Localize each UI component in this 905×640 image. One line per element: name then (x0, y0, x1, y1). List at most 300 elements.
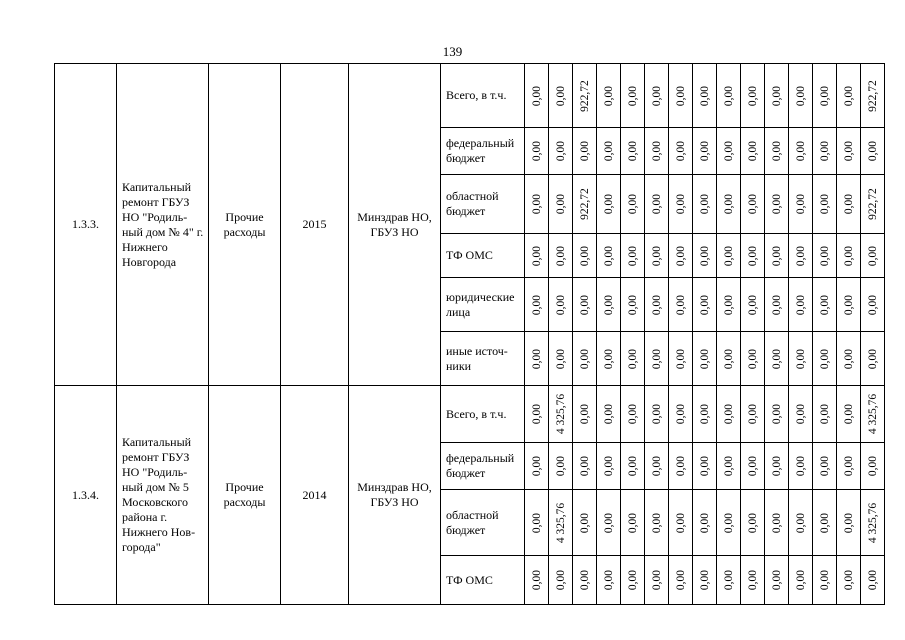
value-cell (621, 490, 645, 556)
value-cell (789, 443, 813, 490)
value-text: 0,00 (722, 348, 735, 369)
value-cell (525, 234, 549, 278)
value-text: 0,00 (866, 569, 879, 591)
value-text: 0,00 (794, 140, 807, 162)
value-text: 0,00 (602, 193, 615, 215)
item-year: 2015 (281, 64, 349, 386)
value-text: 0,00 (674, 140, 687, 162)
item-number: 1.3.4. (55, 386, 117, 605)
value-cell (837, 175, 861, 234)
value-text: 0,00 (626, 245, 639, 266)
value-text: 0,00 (554, 455, 567, 477)
value-cell (597, 386, 621, 443)
value-text: 0,00 (818, 193, 831, 215)
value-text: 0,00 (770, 569, 783, 591)
value-cell (549, 234, 573, 278)
value-cell (765, 490, 789, 556)
value-cell (669, 443, 693, 490)
value-text: 0,00 (698, 512, 711, 533)
value-text: 0,00 (530, 569, 543, 591)
value-cell (645, 332, 669, 386)
value-cell (573, 332, 597, 386)
value-text: 0,00 (578, 512, 591, 533)
value-text: 0,00 (578, 348, 591, 369)
value-cell (765, 332, 789, 386)
value-cell (741, 175, 765, 234)
value-cell (717, 386, 741, 443)
value-cell (645, 443, 669, 490)
value-text: 0,00 (722, 85, 735, 106)
value-cell (861, 175, 885, 234)
value-cell (837, 128, 861, 175)
value-text: 0,00 (626, 569, 639, 591)
value-text: 0,00 (746, 245, 759, 266)
value-text: 0,00 (626, 455, 639, 477)
value-text: 0,00 (722, 294, 735, 315)
value-text: 0,00 (530, 193, 543, 215)
value-cell (789, 175, 813, 234)
value-text: 0,00 (530, 512, 543, 533)
value-cell (765, 386, 789, 443)
value-cell (573, 128, 597, 175)
value-text: 0,00 (578, 455, 591, 477)
value-cell (525, 278, 549, 332)
value-cell (837, 278, 861, 332)
value-text: 0,00 (602, 294, 615, 315)
value-cell (669, 278, 693, 332)
value-text: 0,00 (746, 348, 759, 369)
value-cell (813, 234, 837, 278)
value-cell (597, 64, 621, 128)
value-cell (669, 175, 693, 234)
value-cell (813, 556, 837, 605)
value-text: 0,00 (818, 245, 831, 266)
value-text: 0,00 (746, 85, 759, 106)
value-text: 0,00 (530, 245, 543, 266)
value-text: 0,00 (578, 569, 591, 591)
value-text: 0,00 (602, 245, 615, 266)
value-cell (645, 234, 669, 278)
value-cell (861, 443, 885, 490)
value-cell (693, 556, 717, 605)
value-cell (573, 386, 597, 443)
value-cell (669, 556, 693, 605)
value-text: 0,00 (842, 85, 855, 106)
value-text: 0,00 (698, 455, 711, 477)
value-text: 0,00 (530, 85, 543, 106)
value-cell (741, 234, 765, 278)
value-cell (621, 234, 645, 278)
value-text: 922,72 (866, 188, 879, 220)
value-cell (621, 128, 645, 175)
value-cell (525, 556, 549, 605)
item-executor: Минздрав НО, ГБУЗ НО (349, 64, 441, 386)
value-text: 0,00 (578, 294, 591, 315)
value-text: 0,00 (698, 348, 711, 369)
value-text: 0,00 (794, 455, 807, 477)
value-text: 0,00 (818, 455, 831, 477)
value-text: 0,00 (698, 569, 711, 591)
item-name: Капитальный ремонт ГБУЗ НО "Родиль-ный дом № 4" г. Нижнего Новгорода (117, 64, 209, 386)
value-cell (693, 332, 717, 386)
value-text: 0,00 (554, 348, 567, 369)
value-text: 0,00 (770, 245, 783, 266)
funding-source-label: Всего, в т.ч. (441, 386, 525, 443)
item-year: 2014 (281, 386, 349, 605)
value-cell (765, 278, 789, 332)
value-text: 0,00 (602, 348, 615, 369)
value-text: 0,00 (698, 140, 711, 162)
value-cell (573, 175, 597, 234)
value-text: 0,00 (554, 193, 567, 215)
value-text: 4 325,76 (554, 502, 567, 543)
value-cell (789, 386, 813, 443)
value-cell (741, 64, 765, 128)
value-cell (573, 234, 597, 278)
value-cell (621, 64, 645, 128)
value-cell (645, 490, 669, 556)
value-cell (621, 386, 645, 443)
value-text: 0,00 (674, 512, 687, 533)
value-cell (741, 443, 765, 490)
value-cell (717, 175, 741, 234)
value-cell (621, 443, 645, 490)
value-cell (693, 386, 717, 443)
item-number: 1.3.3. (55, 64, 117, 386)
value-text: 0,00 (626, 193, 639, 215)
funding-source-label: областной бюджет (441, 175, 525, 234)
value-cell (549, 443, 573, 490)
value-text: 0,00 (842, 455, 855, 477)
value-text: 0,00 (770, 294, 783, 315)
value-text: 0,00 (674, 245, 687, 266)
value-text: 0,00 (866, 455, 879, 477)
value-cell (549, 490, 573, 556)
value-text: 0,00 (842, 569, 855, 591)
value-text: 0,00 (770, 193, 783, 215)
value-cell (549, 386, 573, 443)
funding-source-label: федеральный бюджет (441, 443, 525, 490)
value-text: 0,00 (818, 85, 831, 106)
value-text: 0,00 (698, 403, 711, 425)
value-cell (525, 332, 549, 386)
value-text: 0,00 (770, 512, 783, 533)
value-cell (717, 64, 741, 128)
value-cell (621, 278, 645, 332)
value-text: 0,00 (842, 193, 855, 215)
value-text: 0,00 (578, 140, 591, 162)
value-cell (717, 443, 741, 490)
value-cell (621, 556, 645, 605)
value-text: 0,00 (602, 403, 615, 425)
value-cell (597, 175, 621, 234)
funding-source-label: юридические лица (441, 278, 525, 332)
value-text: 4 325,76 (554, 393, 567, 435)
value-cell (549, 278, 573, 332)
value-cell (669, 64, 693, 128)
value-text: 0,00 (746, 193, 759, 215)
value-text: 0,00 (818, 294, 831, 315)
value-cell (669, 490, 693, 556)
value-cell (837, 490, 861, 556)
value-text: 0,00 (650, 193, 663, 215)
value-text: 0,00 (770, 348, 783, 369)
value-cell (837, 234, 861, 278)
value-cell (573, 278, 597, 332)
value-cell (597, 278, 621, 332)
value-text: 0,00 (554, 140, 567, 162)
value-cell (717, 556, 741, 605)
value-text: 0,00 (554, 85, 567, 106)
value-text: 0,00 (674, 569, 687, 591)
value-cell (837, 64, 861, 128)
table-row (55, 64, 885, 128)
value-cell (597, 234, 621, 278)
value-text: 0,00 (842, 294, 855, 315)
value-cell (765, 128, 789, 175)
value-text: 0,00 (530, 294, 543, 315)
value-cell (765, 175, 789, 234)
value-cell (813, 490, 837, 556)
item-name: Капитальный ремонт ГБУЗ НО "Родиль-ный дом № 5 Московского района г. Нижнего Нов-города" (117, 386, 209, 605)
value-cell (861, 556, 885, 605)
value-cell (789, 64, 813, 128)
value-cell (549, 175, 573, 234)
value-text: 0,00 (626, 294, 639, 315)
value-text: 0,00 (722, 245, 735, 266)
value-text: 0,00 (602, 569, 615, 591)
value-cell (693, 234, 717, 278)
expense-type: Прочие расходы (209, 386, 281, 605)
value-cell (861, 278, 885, 332)
value-cell (525, 443, 549, 490)
value-text: 0,00 (746, 512, 759, 533)
value-cell (621, 332, 645, 386)
value-text: 0,00 (626, 140, 639, 162)
funding-source-label: иные источ-ники (441, 332, 525, 386)
value-cell (741, 332, 765, 386)
value-text: 0,00 (530, 140, 543, 162)
value-text: 0,00 (674, 85, 687, 106)
value-cell (765, 64, 789, 128)
value-cell (861, 490, 885, 556)
value-text: 0,00 (818, 403, 831, 425)
value-cell (621, 175, 645, 234)
value-cell (813, 443, 837, 490)
funding-source-label: Всего, в т.ч. (441, 64, 525, 128)
value-cell (645, 128, 669, 175)
value-cell (645, 64, 669, 128)
value-cell (573, 64, 597, 128)
budget-table (54, 63, 885, 605)
value-cell (789, 128, 813, 175)
value-text: 0,00 (794, 569, 807, 591)
value-text: 0,00 (746, 403, 759, 425)
value-cell (525, 64, 549, 128)
value-cell (717, 332, 741, 386)
value-text: 0,00 (794, 512, 807, 533)
value-text: 0,00 (602, 85, 615, 106)
value-cell (741, 556, 765, 605)
value-cell (573, 490, 597, 556)
value-text: 0,00 (794, 245, 807, 266)
value-cell (837, 386, 861, 443)
value-text: 0,00 (530, 455, 543, 477)
value-cell (669, 234, 693, 278)
value-text: 0,00 (746, 294, 759, 315)
value-text: 0,00 (698, 193, 711, 215)
value-cell (837, 443, 861, 490)
value-cell (861, 386, 885, 443)
value-text: 0,00 (674, 403, 687, 425)
value-cell (861, 234, 885, 278)
value-text: 0,00 (842, 245, 855, 266)
value-text: 0,00 (650, 455, 663, 477)
table-row (55, 386, 885, 443)
value-cell (669, 332, 693, 386)
value-text: 0,00 (722, 403, 735, 425)
value-text: 0,00 (794, 403, 807, 425)
value-cell (645, 556, 669, 605)
value-cell (597, 128, 621, 175)
value-cell (549, 556, 573, 605)
value-cell (525, 386, 549, 443)
funding-source-label: федеральный бюджет (441, 128, 525, 175)
value-text: 0,00 (746, 140, 759, 162)
value-text: 0,00 (578, 245, 591, 266)
value-cell (813, 128, 837, 175)
value-text: 0,00 (818, 569, 831, 591)
value-text: 0,00 (722, 569, 735, 591)
value-text: 0,00 (818, 348, 831, 369)
value-cell (813, 64, 837, 128)
value-cell (549, 64, 573, 128)
value-cell (573, 556, 597, 605)
value-text: 0,00 (746, 455, 759, 477)
value-text: 0,00 (866, 140, 879, 162)
value-text: 0,00 (650, 85, 663, 106)
value-text: 922,72 (866, 79, 879, 112)
value-cell (717, 278, 741, 332)
value-cell (741, 278, 765, 332)
value-cell (741, 490, 765, 556)
value-text: 0,00 (650, 294, 663, 315)
value-text: 0,00 (818, 140, 831, 162)
value-text: 0,00 (650, 245, 663, 266)
value-cell (693, 175, 717, 234)
expense-type: Прочие расходы (209, 64, 281, 386)
value-cell (525, 175, 549, 234)
value-cell (789, 234, 813, 278)
value-text: 0,00 (770, 140, 783, 162)
value-cell (573, 443, 597, 490)
value-text: 0,00 (650, 348, 663, 369)
value-text: 0,00 (626, 403, 639, 425)
value-cell (693, 443, 717, 490)
value-cell (741, 128, 765, 175)
value-text: 0,00 (866, 245, 879, 266)
value-text: 0,00 (650, 140, 663, 162)
value-text: 0,00 (770, 455, 783, 477)
value-cell (717, 128, 741, 175)
value-cell (597, 443, 621, 490)
value-text: 0,00 (722, 140, 735, 162)
value-cell (789, 332, 813, 386)
value-cell (717, 490, 741, 556)
page-number: 139 (442, 44, 463, 59)
value-text: 0,00 (722, 512, 735, 533)
value-cell (861, 128, 885, 175)
value-cell (597, 332, 621, 386)
value-cell (525, 128, 549, 175)
value-text: 0,00 (602, 512, 615, 533)
value-text: 0,00 (842, 403, 855, 425)
value-text: 0,00 (602, 455, 615, 477)
value-cell (741, 386, 765, 443)
value-cell (837, 556, 861, 605)
value-text: 0,00 (578, 403, 591, 425)
value-cell (669, 386, 693, 443)
value-cell (861, 64, 885, 128)
value-text: 0,00 (794, 85, 807, 106)
value-text: 0,00 (794, 294, 807, 315)
value-text: 0,00 (698, 294, 711, 315)
value-text: 0,00 (722, 455, 735, 477)
value-cell (693, 64, 717, 128)
value-text: 0,00 (698, 85, 711, 106)
value-text: 0,00 (554, 294, 567, 315)
value-text: 0,00 (626, 85, 639, 106)
value-text: 0,00 (602, 140, 615, 162)
value-text: 922,72 (578, 188, 591, 220)
value-text: 0,00 (626, 512, 639, 533)
value-cell (765, 234, 789, 278)
value-text: 0,00 (842, 348, 855, 369)
value-cell (645, 278, 669, 332)
value-text: 0,00 (818, 512, 831, 533)
value-text: 0,00 (866, 348, 879, 369)
value-cell (837, 332, 861, 386)
value-cell (645, 175, 669, 234)
value-cell (813, 175, 837, 234)
value-cell (765, 556, 789, 605)
value-text: 0,00 (722, 193, 735, 215)
value-cell (813, 332, 837, 386)
value-text: 0,00 (626, 348, 639, 369)
value-text: 0,00 (674, 348, 687, 369)
value-text: 0,00 (650, 403, 663, 425)
value-cell (765, 443, 789, 490)
value-cell (789, 490, 813, 556)
value-text: 0,00 (674, 193, 687, 215)
value-cell (597, 556, 621, 605)
value-text: 0,00 (530, 403, 543, 425)
funding-source-label: ТФ ОМС (441, 556, 525, 605)
value-cell (717, 234, 741, 278)
value-text: 0,00 (650, 512, 663, 533)
value-text: 0,00 (674, 455, 687, 477)
value-text: 0,00 (794, 193, 807, 215)
item-executor: Минздрав НО, ГБУЗ НО (349, 386, 441, 605)
value-text: 0,00 (842, 512, 855, 533)
value-text: 0,00 (650, 569, 663, 591)
value-text: 922,72 (578, 79, 591, 112)
value-text: 0,00 (770, 403, 783, 425)
value-cell (525, 490, 549, 556)
value-text: 0,00 (674, 294, 687, 315)
value-text: 0,00 (770, 85, 783, 106)
value-cell (693, 128, 717, 175)
